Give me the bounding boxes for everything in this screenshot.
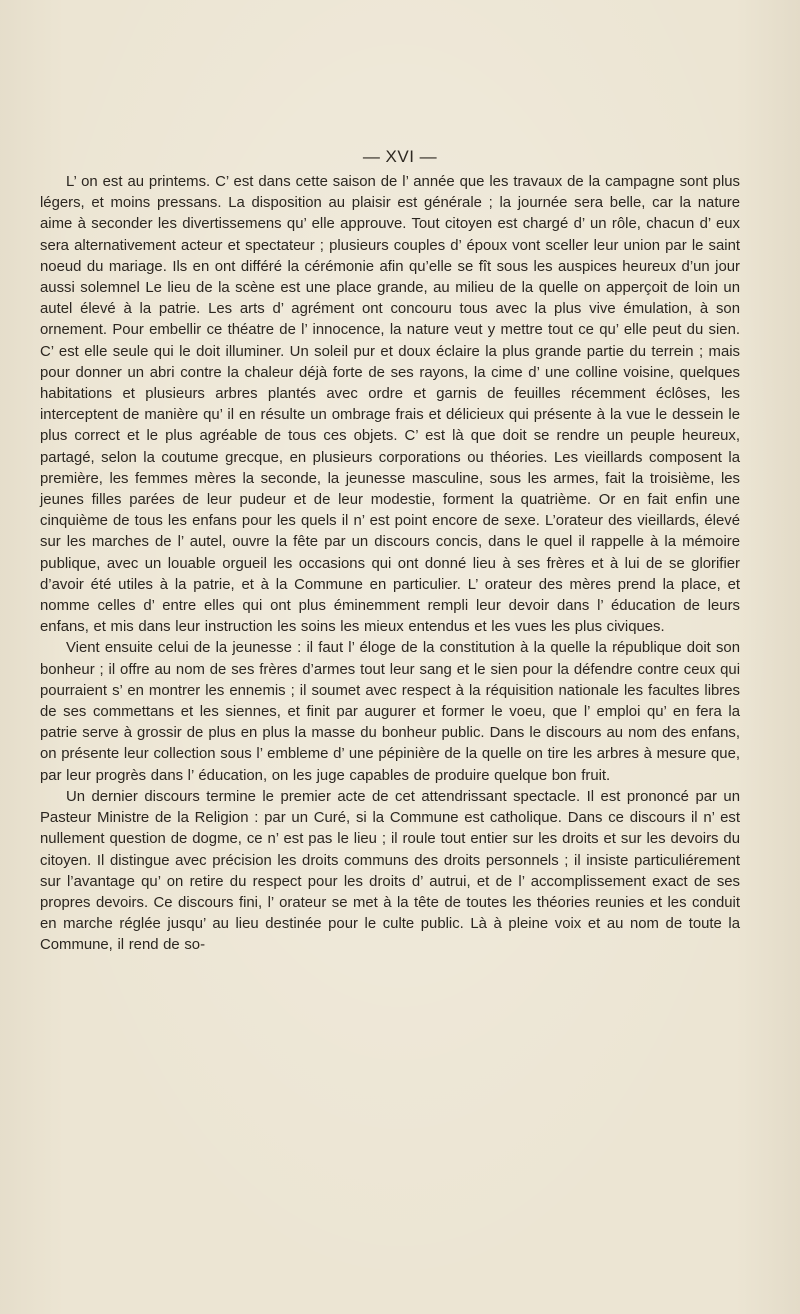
paragraph-pastor-speech: Un dernier discours termine le premier acte de cet attendrissant spectacle. Il est prononcé par un Pasteur Ministre de la Religion : par un Curé, si la Commune est catholique. Dans ce discours il n’ est nullement question de dogme, ce n’ est pas le lieu ; il roule tout entier sur les droits et sur les devoirs du citoyen. Il distingue avec précision les droits communs des droits personnels ; il insiste particuliérement sur l’avantage qu’ on retire du respect pour les droits d’ autrui, et de l’ accomplissement exact de ses propres devoirs. Ce discours fini, l’ orateur se met à la tête de toutes les théories reunies et les conduit en marche réglée jusqu’ au lieu destinée pour le culte public. Là à pleine voix et au nom de toute la Commune, il rend de so-: [40, 788, 740, 954]
paragraph-youth-speech: Vient ensuite celui de la jeunesse : il faut l’ éloge de la constitution à la quelle la république doit son bonheur ; il offre au nom de ses frères d’armes tout leur sang et le sien pour la défendre contre ceux qui pourraient s’ en montrer les ennemis ; il soumet avec respect à la réquisition nationale les facultes libres de ses commettans et les siennes, et finit par augurer et former le voeu, que l’ emploi qu’ en fera la patrie serve à grossir de plus en plus la masse du bonheur public. Dans le discours au nom des enfans, on présente leur collection sous l’ embleme d’ une pépinière de la quelle on tire les arbres à mesure que, par leur progrès dans l’ éducation, on les juge capables de produire quelque bon fruit.: [40, 640, 740, 784]
body-text: [40, 172, 740, 957]
page-number: — XVI —: [362, 147, 438, 166]
paragraph-festival-description: L’ on est au printems. C’ est dans cette saison de l’ année que les travaux de la campagne sont plus légers, et moins pressans. La disposition au plaisir est générale ; la journée sera belle, car la nature aime à seconder les divertissemens qu’ elle approuve. Tout citoyen est chargé d’ un rôle, chacun d’ eux sera alternativement acteur et spectateur ; plusieurs couples d’ époux vont sceller leur union par le saint noeud du mariage. Ils en ont différé la cérémonie afin qu’elle se fît sous les auspices heureux d’un jour aussi solemnel Le lieu de la scène est une place grande, au milieu de la quelle on apperçoit de loin un autel élevé à la patrie. Les arts d’ agrément ont concouru tous avec la plus vive émulation, à son ornement. Pour embellir ce théatre de l’ innocence, la nature veut y mettre tout ce qu’ elle peut du sien. C’ est elle seule qui le doit illuminer. Un soleil pur et doux éclaire la plus grande partie du terrein ; mais pour donner un abri contre la chaleur déjà forte de ses rayons, la cime d’ une colline voisine, quelques habitations et plusieurs arbres plantés avec ordre et garnis de feuilles récemment éclôses, les interceptent de manière qu’ il en résulte un ombrage frais et délicieux qui présente à la vue le dessein le plus correct et le plus agréable de tous ces objets. C’ est là que doit se rendre un peuple heureux, partagé, selon la coutume grecque, en plusieurs corporations ou théories. Les vieillards composent la première, les femmes mères la seconde, la jeunesse masculine, sous les armes, fait la troisième, les jeunes filles parées de leur pudeur et de leur modestie, forment la quatrième. Or en fait enfin une cinquième de tous les enfans pour les quels il n’ est point encore de sexe. L’orateur des vieillards, élevé sur les marches de l’ autel, ouvre la fête par un discours concis, dans le quel il rappelle à la mémoire publique, avec un louable orgueil les occasions qui ont donné lieu à ses frères et à lui de se glorifier d’avoir été utiles à la patrie, et à la Commune en particulier. L’ orateur des mères prend la place, et nomme celles d’ entre elles qui ont plus éminemment rempli leur devoir dans l’ éducation de leurs enfans, et mis dans leur instruction les soins les mieux entendus et les vues les plus civiques.: [40, 174, 740, 636]
